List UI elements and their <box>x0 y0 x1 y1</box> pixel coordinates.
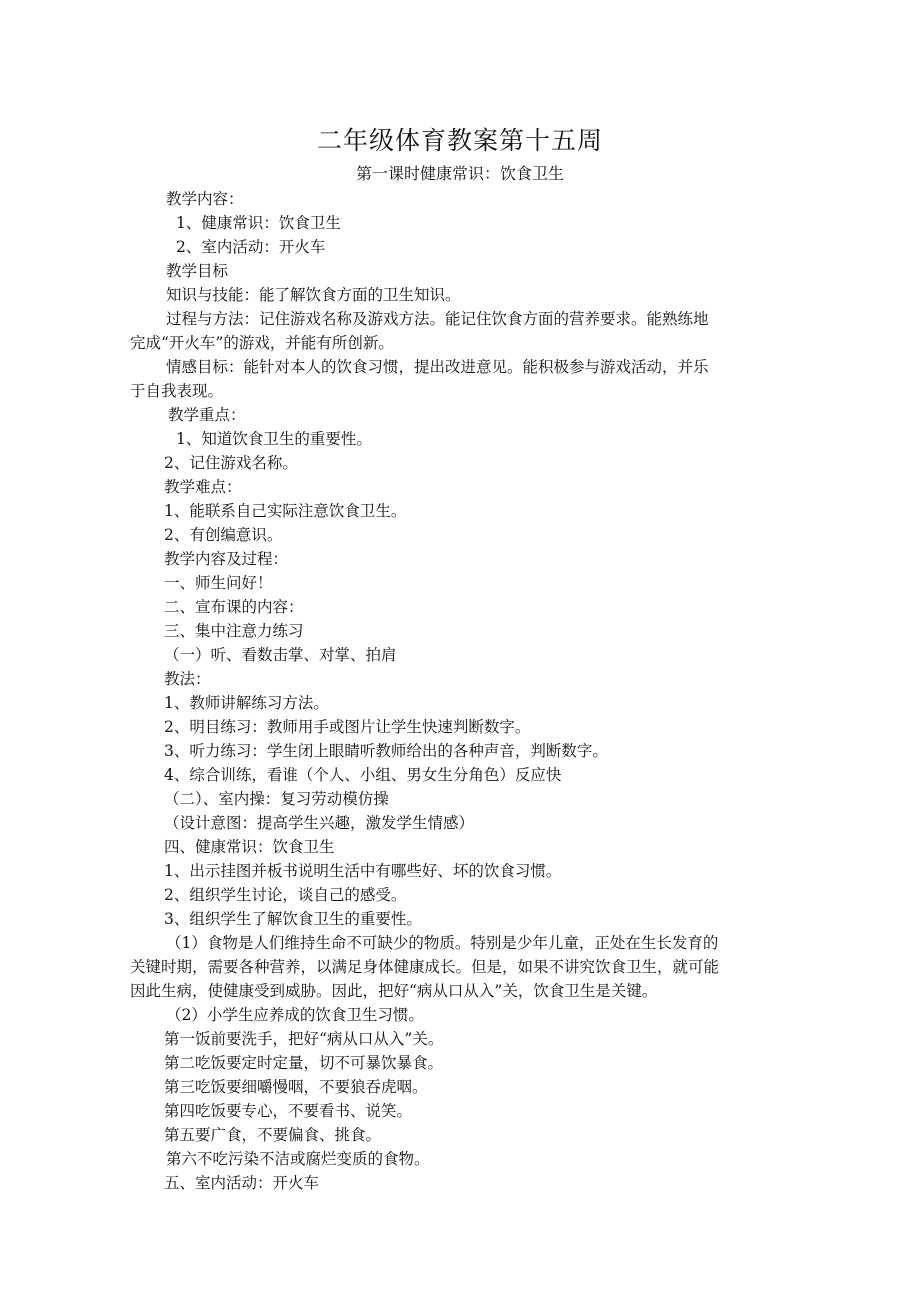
paragraph-line: （一）听、看数击掌、对掌、拍肩 <box>164 646 397 664</box>
list-item: 3、听力练习：学生闭上眼睛听教师给出的各种声音，判断数字。 <box>164 742 608 760</box>
list-item: 第六不吃污染不洁或腐烂变质的食物。 <box>166 1150 430 1168</box>
paragraph-line: 三、集中注意力练习 <box>164 622 304 640</box>
section-heading: 四、健康常识：饮食卫生 <box>164 838 335 856</box>
paragraph-line: 情感目标：能针对本人的饮食习惯，提出改进意见。能积极参与游戏活动，并乐 <box>166 358 709 376</box>
list-item: 2、记住游戏名称。 <box>164 454 298 472</box>
paragraph-line: 一、师生问好！ <box>164 574 273 592</box>
paragraph-line: 完成“开火车”的游戏，并能有所创新。 <box>130 334 394 352</box>
page-title: 二年级体育教案第十五周 <box>316 126 603 155</box>
page-subtitle: 第一课时健康常识：饮食卫生 <box>355 164 564 183</box>
section-heading: 教学难点： <box>164 478 242 496</box>
section-heading: 教学目标 <box>166 262 229 280</box>
paragraph-line: 因此生病，使健康受到威胁。因此，把好“病从口从入”关，饮食卫生是关键。 <box>130 982 658 1000</box>
section-heading: 五、室内活动：开火车 <box>164 1174 320 1192</box>
paragraph-line: （二）、室内操：复习劳动模仿操 <box>164 790 389 808</box>
list-item: 4、综合训练，看谁（个人、小组、男女生分角色）反应快 <box>164 766 562 784</box>
section-heading: 教法： <box>164 670 211 688</box>
paragraph-line: （设计意图：提高学生兴趣，激发学生情感） <box>164 814 475 832</box>
paragraph-line: 知识与技能：能了解饮食方面的卫生知识。 <box>166 286 461 304</box>
list-item: 2、有创编意识。 <box>164 526 283 544</box>
list-item: 第四吃饭要专心，不要看书、说笑。 <box>164 1102 413 1120</box>
list-item: 第一饭前要洗手，把好“病从口从入”关。 <box>164 1030 444 1048</box>
paragraph-line: （1）食物是人们维持生命不可缺少的物质。特别是少年儿童，正处在生长发育的 <box>166 934 719 952</box>
list-item: 第三吃饭要细嚼慢咽，不要狼吞虎咽。 <box>164 1078 428 1096</box>
list-item: 2、明目练习：教师用手或图片让学生快速判断数字。 <box>164 718 531 736</box>
paragraph-line: 过程与方法：记住游戏名称及游戏方法。能记住饮食方面的营养要求。能熟练地 <box>166 310 709 328</box>
paragraph-line: 二、宣布课的内容： <box>164 598 304 616</box>
list-item: 2、室内活动：开火车 <box>176 238 326 256</box>
paragraph-line: 于自我表现。 <box>130 382 224 400</box>
paragraph-line: 关键时期，需要各种营养，以满足身体健康成长。但是，如果不讲究饮食卫生，就可能 <box>130 958 720 976</box>
paragraph-line: （2）小学生应养成的饮食卫生习惯。 <box>166 1006 424 1024</box>
list-item: 第二吃饭要定时定量，切不可暴饮暴食。 <box>164 1054 444 1072</box>
list-item: 1、教师讲解练习方法。 <box>164 694 329 712</box>
section-heading: 教学重点： <box>168 406 246 424</box>
section-heading: 教学内容： <box>166 190 244 208</box>
section-heading: 教学内容及过程： <box>164 550 289 568</box>
list-item: 第五要广食，不要偏食、挑食。 <box>164 1126 382 1144</box>
list-item: 3、组织学生了解饮食卫生的重要性。 <box>164 910 422 928</box>
list-item: 1、健康常识：饮食卫生 <box>176 214 341 232</box>
list-item: 1、知道饮食卫生的重要性。 <box>176 430 372 448</box>
list-item: 2、组织学生讨论，谈自己的感受。 <box>164 886 407 904</box>
list-item: 1、出示挂图并板书说明生活中有哪些好、坏的饮食习惯。 <box>164 862 562 880</box>
list-item: 1、能联系自己实际注意饮食卫生。 <box>164 502 407 520</box>
